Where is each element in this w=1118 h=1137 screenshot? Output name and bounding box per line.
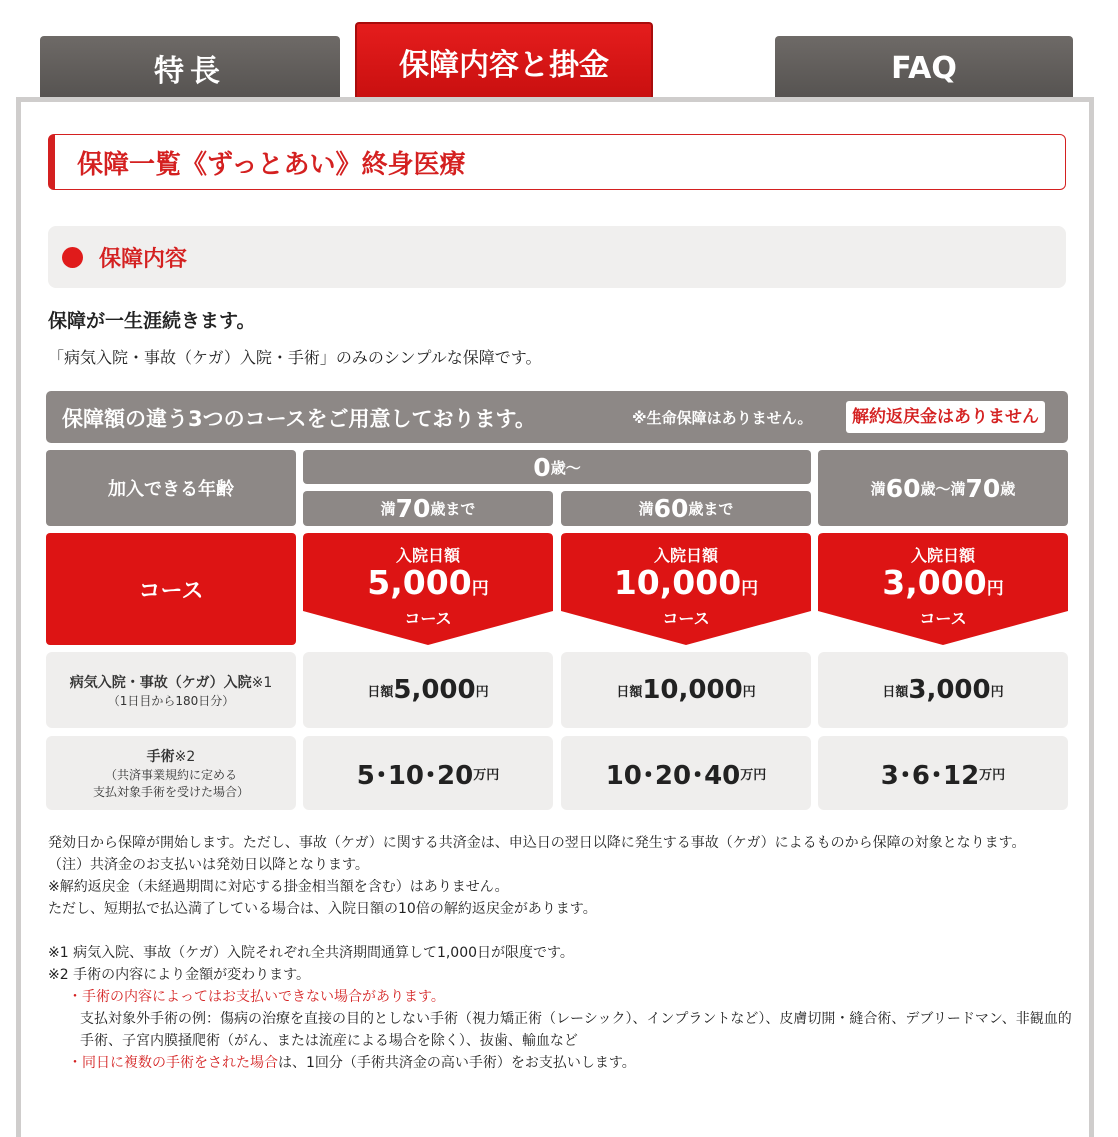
surgery-1-suf: 万円 xyxy=(473,767,500,783)
course-3-line3: コース xyxy=(919,609,967,628)
lead-bold-text: 保障が一生涯続きます。 xyxy=(48,310,256,332)
surgery-value-2 xyxy=(561,736,811,810)
hospital-label: 病気入院・事故（ケガ）入院 xyxy=(69,674,252,691)
note-6: ※2 手術の内容により金額が変わります。 xyxy=(48,967,310,983)
course-1-line1: 入院日額 xyxy=(395,546,460,565)
course-1 xyxy=(303,533,553,628)
hospital-3-num: 3,000 xyxy=(908,675,991,705)
course-3-line1: 入院日額 xyxy=(910,546,975,565)
hospital-1-num: 5,000 xyxy=(393,675,476,705)
age-60-pre: 満 xyxy=(638,500,654,518)
age-until-70 xyxy=(303,491,553,526)
course-header xyxy=(46,391,1068,443)
note-4: ただし、短期払で払込満了している場合は、入院日額の10倍の解約返戻金があります。 xyxy=(48,901,597,917)
surgery-mark: ※2 xyxy=(174,749,196,765)
note-9-rest: は、1回分（手術共済金の高い手術）をお支払いします。 xyxy=(278,1055,636,1071)
section-title: 保障内容 xyxy=(99,246,188,272)
hospital-2-suf: 円 xyxy=(742,684,756,700)
age-70-pre: 満 xyxy=(380,500,396,518)
age-70-unit: 歳まで xyxy=(430,500,476,518)
tab-bar xyxy=(0,0,1118,100)
note-7: ・手術の内容によってはお支払いできない場合があります。 xyxy=(68,989,445,1005)
age-60-to-70 xyxy=(818,450,1068,526)
tab-faq[interactable]: FAQ xyxy=(775,36,1073,100)
hospital-value-3 xyxy=(818,652,1068,728)
surgery-3-num: 3･6･12 xyxy=(880,760,980,791)
hospital-2-num: 10,000 xyxy=(642,675,743,705)
hospital-mark: ※1 xyxy=(251,674,273,691)
course-label: コース xyxy=(46,533,296,645)
surgery-value-1 xyxy=(303,736,553,810)
course-3 xyxy=(818,533,1068,628)
hospital-2-pre: 日額 xyxy=(616,684,643,700)
note-9-red: ・同日に複数の手術をされた場合 xyxy=(68,1055,278,1071)
hospital-3-suf: 円 xyxy=(990,684,1004,700)
surgery-sub2: 支払対象手術を受けた場合） xyxy=(92,785,249,799)
note-8: 支払対象外手術の例：傷病の治療を直接の目的としない手術（視力矯正術（レーシック）、インプラントなど）、皮膚切開・縫合術、デブリードマン、非観血的手術、子宮内膜掻爬術（がん、または流産による場合を除く）、抜歯、輸血など xyxy=(80,1011,1072,1049)
age-label: 加入できる年齢 xyxy=(46,450,296,526)
section-heading xyxy=(48,226,1066,288)
age-6070-unit: 歳 xyxy=(1000,479,1016,498)
notes xyxy=(48,832,1078,1074)
course-1-amount: 5,000 xyxy=(367,563,472,602)
course-3-amount: 3,000 xyxy=(882,563,987,602)
age-zero-header xyxy=(303,450,811,484)
surgery-row-label xyxy=(46,736,296,810)
age-zero-unit: 歳～ xyxy=(550,458,581,477)
surgery-2-suf: 万円 xyxy=(740,767,767,783)
course-2-line3: コース xyxy=(662,609,710,628)
age-6070-mid: 歳～満 xyxy=(920,479,966,498)
course-1-yen: 円 xyxy=(471,579,489,599)
age-zero-num: 0 xyxy=(533,452,551,482)
note-1: 発効日から保障が開始します。ただし、事故（ケガ）に関する共済金は、申込日の翌日以降に発生する事故（ケガ）によるものから保障の対象となります。 xyxy=(48,835,1026,851)
age-60-unit: 歳まで xyxy=(688,500,734,518)
course-2-yen: 円 xyxy=(741,579,759,599)
hospital-value-2 xyxy=(561,652,811,728)
tab-features[interactable]: 特長 xyxy=(40,36,340,100)
course-header-note: ※生命保障はありません。 xyxy=(632,409,813,427)
age-60-num: 60 xyxy=(653,494,689,523)
course-2-amount: 10,000 xyxy=(613,563,742,602)
hospital-value-1 xyxy=(303,652,553,728)
course-1-line3: コース xyxy=(404,609,452,628)
tab-coverage[interactable]: 保障内容と掛金 xyxy=(355,22,653,100)
course-header-title: 保障額の違う3つのコースをご用意しております。 xyxy=(62,407,536,431)
surgery-value-3 xyxy=(818,736,1068,810)
age-70-num: 70 xyxy=(395,494,431,523)
content-panel xyxy=(16,97,1094,1137)
course-2-line1: 入院日額 xyxy=(653,546,718,565)
surgery-label: 手術 xyxy=(146,749,175,765)
no-refund-badge: 解約返戻金はありません xyxy=(846,401,1045,433)
age-6070-pre1: 満 xyxy=(870,479,886,498)
hospital-3-pre: 日額 xyxy=(882,684,909,700)
lead-text: 「病気入院・事故（ケガ）入院・手術」のみのシンプルな保障です。 xyxy=(48,348,542,367)
bullet-dot-icon xyxy=(62,247,83,268)
course-3-yen: 円 xyxy=(986,579,1004,599)
surgery-2-num: 10･20･40 xyxy=(605,760,741,791)
course-2 xyxy=(561,533,811,628)
surgery-1-num: 5･10･20 xyxy=(356,760,474,791)
age-6070-num1: 60 xyxy=(885,473,921,503)
note-9 xyxy=(48,1052,1078,1074)
note-2: （注）共済金のお支払いは発効日以降となります。 xyxy=(48,857,369,873)
hospital-1-suf: 円 xyxy=(475,684,489,700)
note-5: ※1 病気入院、事故（ケガ）入院それぞれ全共済期間通算して1,000日が限度です。 xyxy=(48,945,574,961)
surgery-3-suf: 万円 xyxy=(979,767,1006,783)
note-3: ※解約返戻金（未経過期間に対応する掛金相当額を含む）はありません。 xyxy=(48,879,509,895)
page-title: 保障一覧《ずっとあい》終身医療 xyxy=(48,134,1066,190)
hospital-row-label xyxy=(46,652,296,728)
hospital-sub: （1日目から180日分） xyxy=(107,693,235,708)
age-6070-num2: 70 xyxy=(965,473,1001,503)
age-until-60 xyxy=(561,491,811,526)
surgery-sub1: （共済事業規約に定める xyxy=(104,768,237,782)
hospital-1-pre: 日額 xyxy=(367,684,394,700)
